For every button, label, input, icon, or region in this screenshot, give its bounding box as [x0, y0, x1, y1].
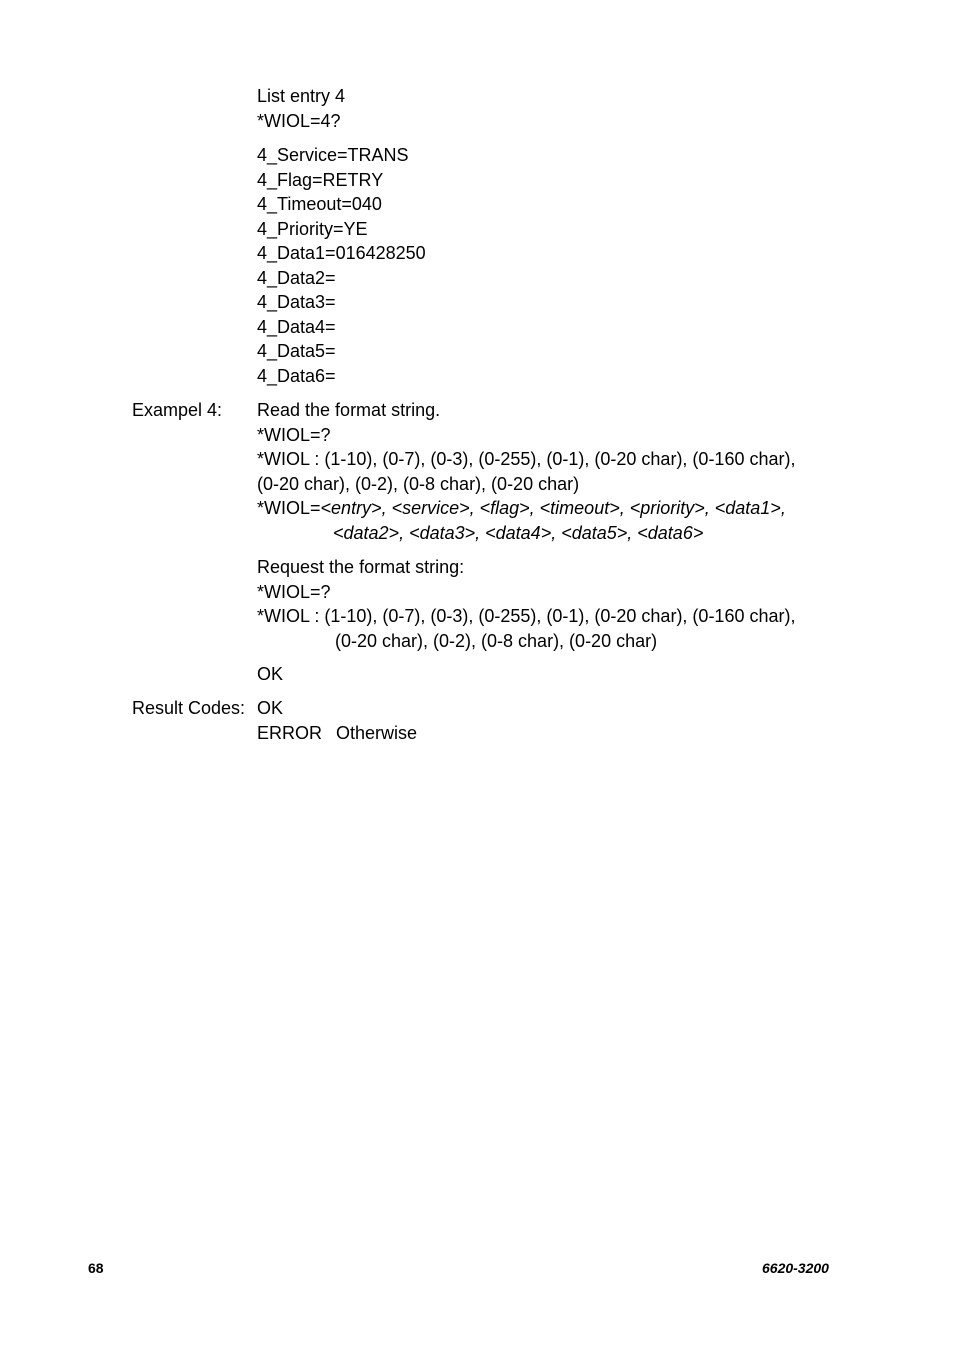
response-line: 4_Data3=: [257, 292, 336, 312]
syntax-params-2: <data2>, <data3>, <data4>, <data5>, <data6>: [333, 522, 704, 543]
result-ok: OK: [257, 698, 284, 718]
response-line: 4_Data6=: [257, 365, 336, 386]
response-line: 4_Service=TRANS: [257, 145, 409, 165]
request-ok-block: [257, 662, 857, 687]
request-response-2: (0-20 char), (0-2), (0-8 char), (0-20 char): [335, 630, 658, 651]
response-line: 4_Data5=: [257, 341, 336, 361]
list-entry-command: *WIOL=4?: [257, 110, 341, 131]
example-command: *WIOL=?: [257, 424, 331, 445]
response-line: 4_Timeout=040: [257, 194, 382, 214]
result-error: ERROR: [257, 722, 323, 743]
syntax-line-1: [257, 496, 857, 521]
request-response-1: *WIOL : (1-10), (0-7), (0-3), (0-255), (0-1), (0-20 char), (0-160 char),: [257, 606, 796, 626]
example-description: Read the format string.: [257, 400, 441, 420]
response-line: 4_Data4=: [257, 316, 336, 337]
result-codes-block: [257, 696, 857, 745]
example4-block: [257, 398, 857, 545]
list-entry-block: [257, 84, 857, 133]
syntax-line-2: [257, 521, 857, 546]
page-number: 68: [88, 1260, 104, 1276]
response-line: 4_Data1=016428250: [257, 243, 426, 263]
response-line: 4_Data2=: [257, 267, 336, 288]
result-error-desc: Otherwise: [336, 722, 418, 743]
format-line-2: (0-20 char), (0-2), (0-8 char), (0-20 char): [257, 473, 580, 494]
list-entry-heading: List entry 4: [257, 86, 346, 106]
request-ok: OK: [257, 664, 284, 684]
example-label: Exampel 4:: [132, 400, 223, 420]
syntax-prefix: *WIOL=: [257, 498, 321, 518]
response-line: 4_Priority=YE: [257, 218, 368, 239]
result-codes-label: Result Codes:: [132, 698, 246, 718]
result-error-line: [257, 721, 857, 746]
syntax-params-1: <entry>, <service>, <flag>, <timeout>, <priority>, <data1>,: [320, 498, 786, 518]
request-command: *WIOL=?: [257, 581, 331, 602]
request-description: Request the format string:: [257, 557, 465, 577]
response-line: 4_Flag=RETRY: [257, 169, 384, 190]
format-line-1: *WIOL : (1-10), (0-7), (0-3), (0-255), (0-1), (0-20 char), (0-160 char),: [257, 449, 796, 469]
document-number: 6620-3200: [762, 1260, 829, 1276]
request-block: [257, 555, 857, 653]
list-entry-responses: [257, 143, 857, 388]
